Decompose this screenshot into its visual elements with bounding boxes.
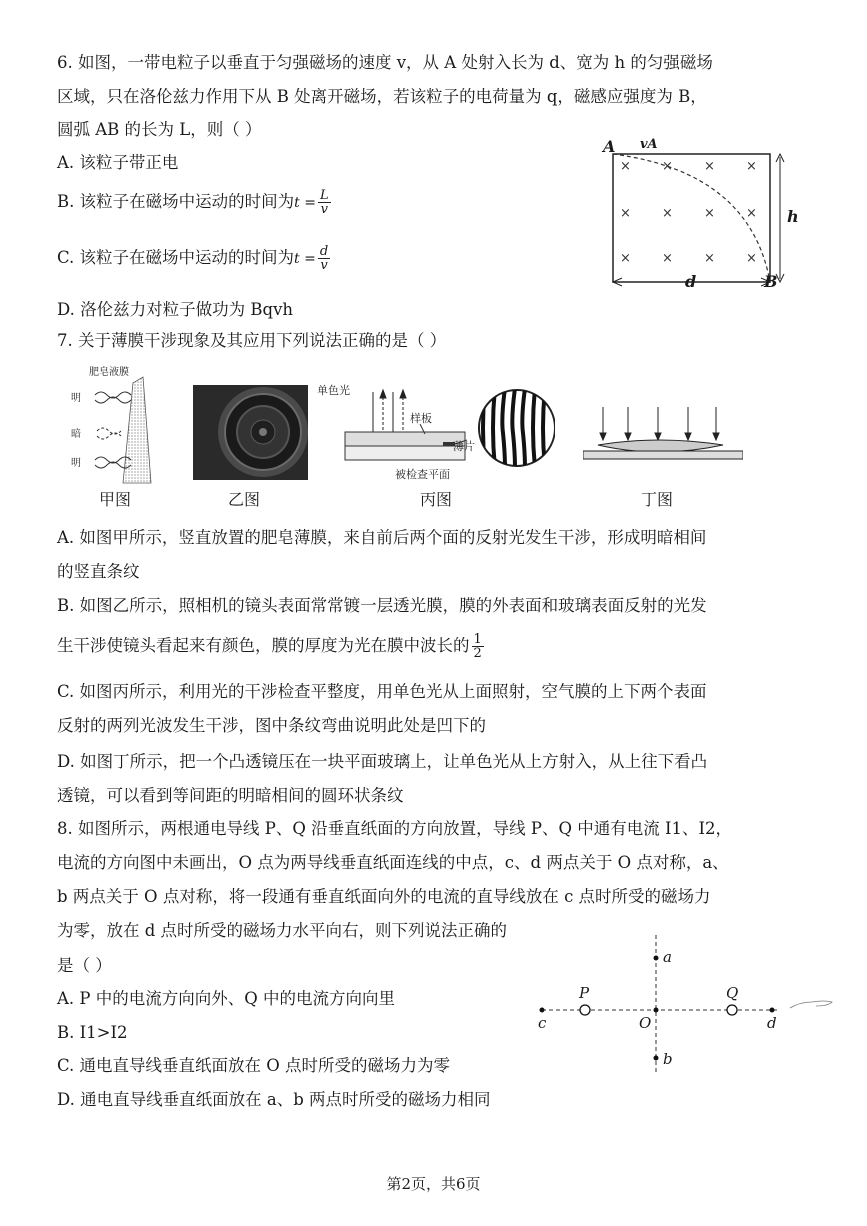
label-monochromatic-light: 单色光	[317, 384, 350, 397]
q7-figure-bing-flatness-test	[315, 378, 555, 488]
label-a: a	[663, 948, 672, 966]
q7-figure-jia-soap-film	[65, 363, 165, 488]
q7-option-b-line1: B. 如图乙所示，照相机的镜头表面常常镀一层透光膜，膜的外表面和玻璃表面反射的光发	[57, 596, 707, 615]
q7-caption-yi: 乙图	[228, 490, 261, 509]
q7-caption-ding: 丁图	[641, 490, 674, 509]
svg-text:×: ×	[662, 159, 673, 174]
q6-option-d: D. 洛伦兹力对粒子做功为 Bqvh	[57, 300, 294, 319]
svg-text:×: ×	[704, 159, 715, 174]
svg-text:×: ×	[620, 251, 631, 266]
label-b: b	[663, 1050, 673, 1068]
label-h: h	[787, 207, 799, 226]
q8-stem-line5: 是（ ）	[57, 956, 112, 975]
svg-text:×: ×	[662, 206, 673, 221]
label-bright-2: 明	[71, 458, 81, 469]
q7-figure-yi-camera-lens	[193, 385, 308, 480]
point-b	[654, 1056, 659, 1061]
test-plane	[345, 446, 465, 460]
q6-option-b-num: L	[319, 188, 329, 203]
svg-text:×: ×	[704, 206, 715, 221]
label-dark: 暗	[71, 429, 81, 440]
svg-text:×: ×	[620, 159, 631, 174]
label-P: P	[579, 984, 590, 1002]
label-A: A	[603, 137, 616, 156]
q6-option-c-text: C. 该粒子在磁场中运动的时间为	[57, 248, 295, 267]
q7-option-a-line2: 的竖直条纹	[57, 562, 140, 581]
q6-option-c	[57, 245, 332, 272]
svg-text:×: ×	[746, 159, 757, 174]
q7-option-b-num: 1	[473, 632, 482, 647]
q6-stem-line1: 6. 如图，一带电粒子以垂直于匀强磁场的速度 v，从 A 处射入长为 d、宽为 h 的匀强磁场	[57, 53, 713, 72]
q6-option-a: A. 该粒子带正电	[57, 153, 179, 172]
q6-stem-line3: 圆弧 AB 的长为 L，则（ ）	[57, 120, 262, 139]
svg-text:×: ×	[704, 251, 715, 266]
q8-stem-line3: b 两点关于 O 点对称，将一段通有垂直纸面向外的电流的直导线放在 c 点时所受的磁场力	[57, 887, 711, 906]
point-a	[654, 956, 659, 961]
label-c: c	[538, 1014, 547, 1032]
q7-figure-ding-convex-lens	[583, 403, 743, 468]
q8-option-c: C. 通电直导线垂直纸面放在 O 点时所受的磁场力为零	[57, 1056, 451, 1075]
label-bright-1: 明	[71, 393, 81, 404]
point-d	[770, 1008, 775, 1013]
q7-caption-jia: 甲图	[99, 490, 132, 509]
q8-stem-line1: 8. 如图所示，两根通电导线 P、Q 沿垂直纸面的方向放置，导线 P、Q 中通有电流 I1、I2，	[57, 819, 733, 838]
label-test-plane: 被检查平面	[395, 468, 450, 481]
interference-fringes-circle	[479, 388, 555, 468]
svg-text:×: ×	[746, 251, 757, 266]
wire-P	[580, 1005, 590, 1015]
q7-caption-bing: 丙图	[420, 490, 453, 509]
q8-option-a: A. P 中的电流方向向外、Q 中的电流方向向里	[57, 989, 396, 1008]
q6-option-c-den: v	[320, 258, 328, 273]
label-soap-film: 肥皂液膜	[89, 367, 129, 378]
label-vA: vA	[640, 137, 658, 152]
label-B: B	[764, 272, 778, 291]
label-O: O	[639, 1014, 652, 1032]
q7-option-b-line2-text: 生干涉使镜头看起来有颜色，膜的厚度为光在膜中波长的	[57, 636, 470, 655]
q6-option-b-text: B. 该粒子在磁场中运动的时间为	[57, 192, 295, 211]
q8-option-b: B. I1>I2	[57, 1023, 128, 1042]
q8-stem-line4: 为零，放在 d 点时所受的磁场力水平向右，则下列说法正确的	[57, 921, 508, 940]
svg-text:×: ×	[662, 251, 673, 266]
q6-option-c-fraction	[318, 245, 330, 272]
page-footer: 第2页，共6页	[386, 1175, 481, 1193]
q6-option-c-num: d	[319, 244, 329, 259]
q7-option-c-line2: 反射的两列光波发生干涉，图中条纹弯曲说明此处是凹下的	[57, 716, 486, 735]
label-sample-plate: 样板	[410, 412, 432, 425]
q6-option-b	[57, 189, 333, 216]
q7-stem: 7. 关于薄膜干涉现象及其应用下列说法正确的是（ ）	[57, 331, 447, 350]
q8-stem-line2: 电流的方向图中未画出，O 点为两导线垂直纸面连线的中点，c、d 两点关于 O 点对称，a、	[57, 853, 729, 872]
label-d: d	[767, 1014, 777, 1032]
q7-option-a-line1: A. 如图甲所示，竖直放置的肥皂薄膜，来自前后两个面的反射光发生干涉，形成明暗相间	[57, 528, 707, 547]
q8-option-d: D. 通电直导线垂直纸面放在 a、b 两点时所受的磁场力相同	[57, 1090, 491, 1109]
q6-option-b-fraction	[318, 189, 331, 216]
svg-text:×: ×	[746, 206, 757, 221]
point-O	[654, 1008, 659, 1013]
wire-Q	[727, 1005, 737, 1015]
q6-option-b-den: v	[320, 202, 328, 217]
q6-option-b-t: t =	[294, 195, 316, 211]
label-thin-sheet: 薄片	[453, 440, 475, 453]
q6-stem-line2: 区域，只在洛伦兹力作用下从 B 处离开磁场，若该粒子的电荷量为 q，磁感应强度为 B，	[57, 87, 707, 106]
label-d: d	[685, 272, 697, 291]
q6-option-c-t: t =	[294, 251, 316, 267]
label-Q: Q	[726, 984, 739, 1002]
q7-option-b-den: 2	[473, 646, 482, 661]
q7-option-b-line2	[57, 633, 486, 660]
q6-magnetic-field-figure	[600, 132, 800, 292]
q7-option-c-line1: C. 如图丙所示，利用光的干涉检查平整度，用单色光从上面照射，空气膜的上下两个表面	[57, 682, 707, 701]
q7-option-d-line1: D. 如图丁所示，把一个凸透镜压在一块平面玻璃上，让单色光从上方射入，从上往下看凸	[57, 752, 708, 771]
convex-lens	[598, 440, 723, 452]
point-c	[540, 1008, 545, 1013]
q7-option-d-line2: 透镜，可以看到等间距的明暗相间的圆环状条纹	[57, 786, 404, 805]
svg-text:×: ×	[620, 206, 631, 221]
q8-wires-figure	[528, 930, 838, 1080]
flat-glass	[583, 451, 743, 459]
q7-option-b-fraction	[472, 633, 484, 660]
